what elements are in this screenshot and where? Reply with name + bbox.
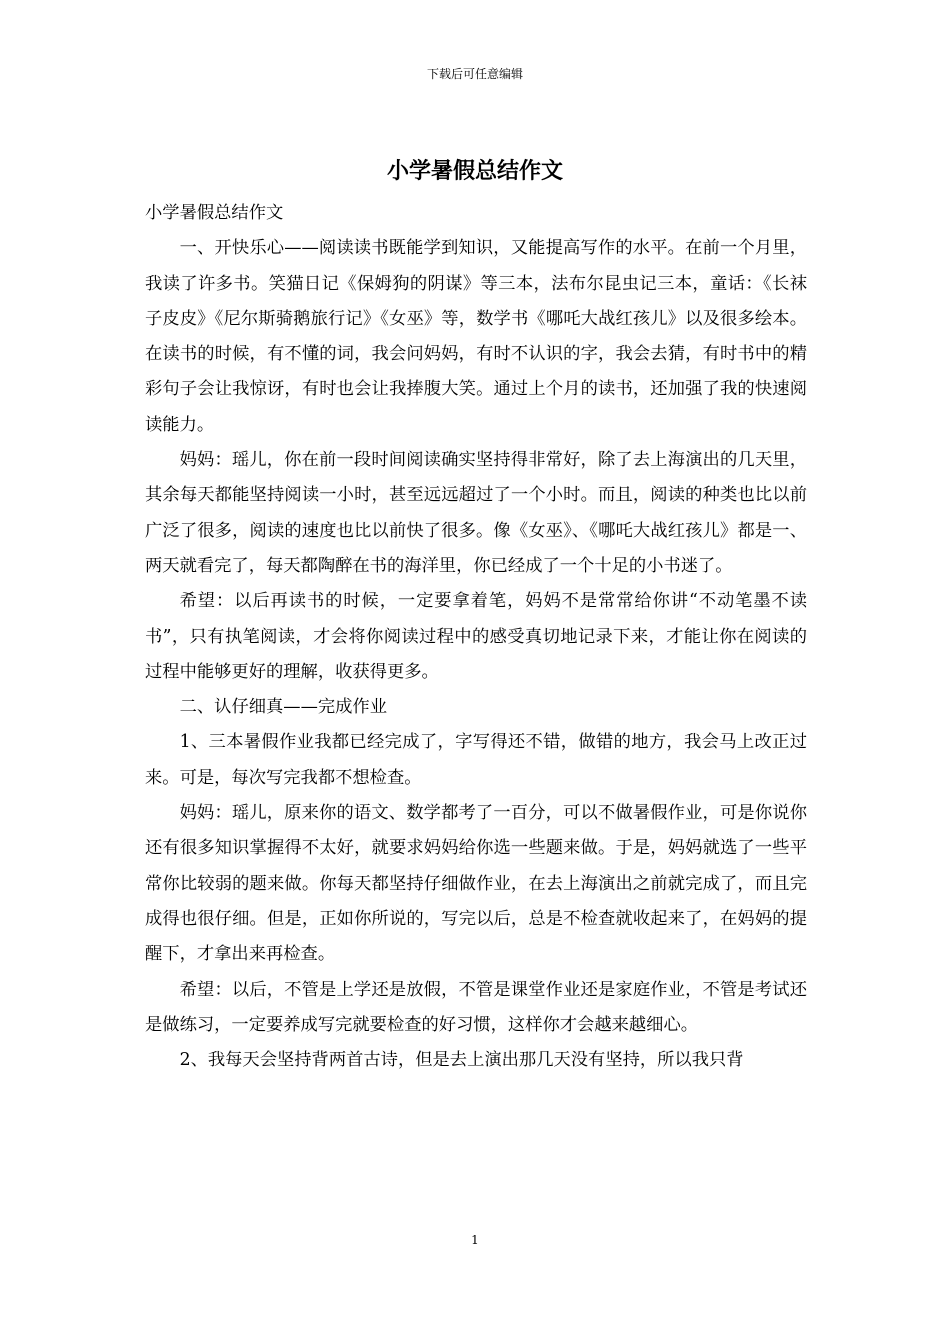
paragraph: 妈妈：瑶儿，原来你的语文、数学都考了一百分，可以不做暑假作业，可是你说你还有很多知识掌握得不太好，就要求妈妈给你选一些题来做。于是，妈妈就选了一些平常你比较弱的题来做。你每天都坚持仔细做作业，在去上海演出之前就完成了，而且完成得也很仔细。但是，正如你所说的，写完以后，总是不检查就收起来了，在妈妈的提醒下，才拿出来再检查。: [145, 803, 807, 965]
page-number: 1: [471, 1233, 479, 1247]
paragraph: 二、认仔细真——完成作业: [179, 697, 387, 718]
paragraph: 1、三本暑假作业我都已经完成了，字写得还不错，做错的地方，我会马上改正过来。可是，每次写完我都不想检查。: [145, 732, 807, 788]
paragraph: 希望：以后再读书的时候，一定要拿着笔，妈妈不是常常给你讲“不动笔墨不读书”，只有执笔阅读，才会将你阅读过程中的感受真切地记录下来，才能让你在阅读的过程中能够更好的理解，收获得更多。: [145, 591, 807, 682]
page-header: 下载后可任意编辑: [426, 67, 523, 81]
paragraph: 2、我每天会坚持背两首古诗，但是去上演出那几天没有坚持，所以我只背: [179, 1050, 744, 1071]
document-body: [145, 196, 807, 1078]
paragraph: 希望：以后，不管是上学还是放假，不管是课堂作业还是家庭作业，不管是考试还是做练习，一定要养成写完就要检查的好习惯，这样你才会越来越细心。: [145, 979, 807, 1035]
document-title: 小学暑假总结作文: [386, 158, 563, 184]
paragraph: 妈妈：瑶儿，你在前一段时间阅读确实坚持得非常好，除了去上海演出的几天里，其余每天都能坚持阅读一小时，甚至远远超过了一个小时。而且，阅读的种类也比以前广泛了很多，阅读的速度也比以前快了很多。像《女巫》、《哪吒大战红孩儿》都是一、两天就看完了，每天都陶醉在书的海洋里，你已经成了一个十足的小书迷了。: [145, 450, 807, 576]
paragraph: 一、开快乐心——阅读读书既能学到知识，又能提高写作的水平。在前一个月里，我读了许多书。笑猫日记《保姆狗的阴谋》等三本，法布尔昆虫记三本，童话：《长袜子皮皮》《尼尔斯骑鹅旅行记》《女巫》等，数学书《哪吒大战红孩儿》以及很多绘本。在读书的时候，有不懂的词，我会问妈妈，有时不认识的字，我会去猜，有时书中的精彩句子会让我惊讶，有时也会让我捧腹大笑。通过上个月的读书，还加强了我的快速阅读能力。: [145, 238, 807, 435]
paragraph: 小学暑假总结作文: [145, 203, 284, 223]
